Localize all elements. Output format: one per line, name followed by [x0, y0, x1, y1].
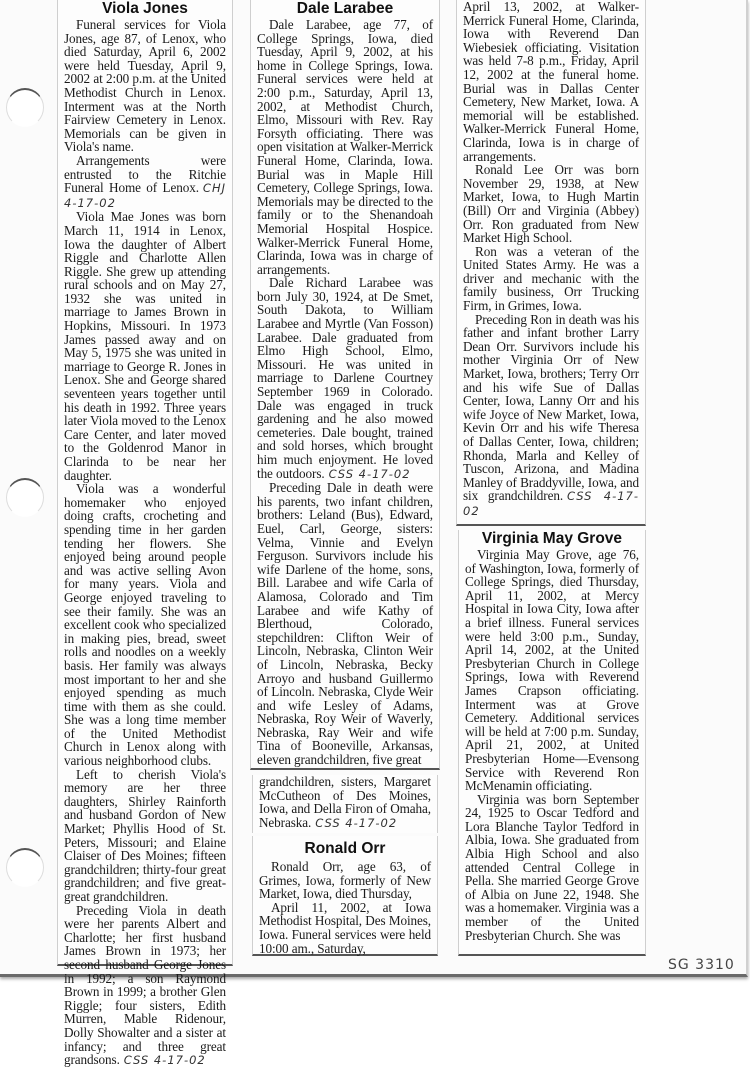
obituary-paragraph: Left to cherish Viola's memory are her three daughters, Shirley Rainforth and husband Gordon of New Market; Phyllis Hood of St. Peters, Missouri; and Elaine Claiser of Des Moines; fifteen grandchildren; thirty-four great grandchildren; and five great-great grandchildren.: [64, 766, 226, 904]
obituary-virginia-may-grove: [458, 530, 646, 956]
obituary-dale-larabee: [250, 0, 440, 770]
obituary-paragraph: Ronald Lee Orr was born November 29, 1938, at New Market, Iowa, to Hugh Martin (Bill) Orr and Virginia (Abbey) Orr. Ron graduated from New Market High School.: [463, 162, 639, 246]
obituary-paragraph: April 13, 2002, at Walker-Merrick Funeral Home, Clarinda, Iowa with Reverend Dan Wiebesiek officiating. Visitation was held 7-8 p.m., Friday, April 12, 2002 at the funeral home. Burial was in Dallas Center Cemetery, New Market, Iowa. A memorial will be established. Walker-Merrick Funeral Home, Clarinda, Iowa is in charge of arrangements.: [463, 0, 639, 164]
obituary-dale-larabee-continuation: [252, 775, 438, 833]
obituary-paragraph: Ronald Orr, age 63, of Grimes, Iowa, formerly of New Market, Iowa, died Thursday,: [259, 859, 431, 902]
obituary-paragraph: Funeral services for Viola Jones, age 87, of Lenox, who died Saturday, April 6, 2002 were held Tuesday, April 9, 2002 at 2:00 p.m. at the United Methodist Church in Lenox. Interment was at the North Fairview Cemetery in Lenox. Memorials can be given in Viola's name.: [64, 17, 226, 155]
obituary-headline: Virginia May Grove: [481, 530, 623, 547]
obituary-paragraph: Preceding Dale in death were his parents, two infant children, brothers: Leland (Bus), Edward, Euel, Carl, George, sisters: Velma, Vinnie and Evelyn Ferguson. Survivors include his wife Darlene of the home, sons, Bill. Larabee and wife Carla of Alamosa, Colorado and Tim Larabee and wife Kathy of Blerthoud, Colorado, stepchildren: Clifton Weir of Lincoln, Nebraska, Clinton Weir of Lincoln, Nebraska, Becky Arroyo and husband Guillermo of Lincoln. Nebraska, Clyde Weir and wife Lesley of Adams, Nebraska, Roy Weir of Waverly, Nebraska, Ray Weir and wife Tina of Booneville, Arkansas, eleven grandchildren, five great: [257, 480, 433, 768]
obituary-paragraph: Dale Larabee, age 77, of College Springs, Iowa, died Tuesday, April 9, 2002, at his home in College Springs, Iowa. Funeral services were held at 2:00 p.m., Saturday, April 13, 2002, at Methodist Church, Elmo, Missouri with Rev. Ray Forsyth officiating. There was open visitation at Walker-Merrick Funeral Home, Clarinda, Iowa. Burial was in Maple Hill Cemetery, College Springs, Iowa. Memorials may be directed to the family or to the Shenandoah Memorial Hospital Hospice. Walker-Merrick Funeral Home, Clarinda, Iowa was in charge of arrangements.: [257, 17, 433, 277]
obituary-paragraph: Virginia May Grove, age 76, of Washington, Iowa, formerly of College Springs, died Thursday, April 11, 2002, at Mercy Hospital in Iowa City, Iowa after a brief illness. Funeral services were held 3:00 p.m., Sunday, April 14, 2002, at the United Presbyterian Church in College Springs, Iowa with Reverend James Crapson officiating. Interment was at Grove Cemetery. Additional services will be held at 7:00 p.m. Sunday, April 21, 2002, at United Presbyterian Home—Evensong Service with Reverend Ron McMenamin officiating.: [465, 547, 639, 794]
obituary-paragraph: Dale Richard Larabee was born July 30, 1924, at De Smet, South Dakota, to William Larabee and Myrtle (Van Fosson) Larabee. Dale graduated from Elmo High School, Elmo, Missouri. He was united in marriage to Darlene Courtney September 1969 in Colorado. Dale was engaged in truck gardening and he also mowed cemeteries. Dale bought, trained and sold horses, which brought him much enjoyment. He loved the outdoors. CSS 4-17-02: [257, 275, 433, 481]
handwritten-date-note: CSS 4-17-02: [123, 1053, 206, 1068]
obituary-paragraph: grandchildren, sisters, Margaret McCutheon of Des Moines, Iowa, and Della Firon of Omaha, Nebraska. CSS 4-17-02: [259, 774, 431, 830]
binder-hole-bottom: [6, 848, 44, 887]
binder-hole-middle: [6, 478, 44, 517]
obituary-paragraph: April 11, 2002, at Iowa Methodist Hospital, Des Moines, Iowa. Funeral services were held 10:00 am., Saturday,: [259, 899, 431, 956]
binder-hole-top: [6, 88, 44, 127]
obituary-paragraph: Virginia was born September 24, 1925 to Oscar Tedford and Lora Blanche Taylor Tedford in Albia, Iowa. She graduated from Albia High School and also attended Central College in Pella. She married George Grove of Albia on June 22, 1948. She was a homemaker. Virginia was a member of the United Presbyterian Church. She was: [465, 791, 639, 943]
archive-stamp: SG 3310: [668, 957, 735, 973]
obituary-paragraph: Ron was a veteran of the United States Army. He was a driver and mechanic with the family business, Orr Trucking Firm, in Grimes, Iowa.: [463, 243, 639, 314]
obituary-ronald-orr-continuation: [456, 0, 646, 526]
obituary-viola-jones: [57, 0, 233, 1068]
handwritten-date-note: CHJ 4-17-02: [64, 181, 226, 210]
handwritten-date-note: CSS 4-17-02: [315, 815, 398, 830]
obituary-headline: Dale Larabee: [296, 0, 394, 17]
obituary-ronald-orr: [252, 836, 438, 956]
obituary-headline: Ronald Orr: [304, 840, 386, 857]
handwritten-date-note: CSS 4-17-02: [328, 466, 411, 481]
obituary-paragraph: Viola was a wonderful homemaker who enjoyed doing crafts, crocheting and spending time in her garden tending her flowers. She enjoyed being around people and was active selling Avon for many years. Viola and George enjoyed traveling to see their family. She was an excellent cook who specialized in making pies, bread, sweet rolls and noodles on a weekly basis. Her family was always most important to her and she enjoyed spending as much time with them as she could. She was a long time member of the United Methodist Church in Lenox along with various neighborhood clubs.: [64, 481, 226, 769]
obituary-paragraph: Viola Mae Jones was born March 11, 1914 in Lenox, Iowa the daughter of Albert Riggle and Charlotte Allen Riggle. She grew up attending rural schools and on May 27, 1932 she was united in marriage to James Brown in Hopkins, Missouri. In 1973 James passed away and on May 5, 1975 she was united in marriage to George R. Jones in Lenox. She and George shared seventeen years together until his death in 1992. Three years later Viola moved to the Lenox Care Center, and later moved to the Goldenrod Manor in Clarinda to be near her daughter.: [64, 209, 226, 483]
obituary-paragraph: Preceding Ron in death was his father and infant brother Larry Dean Orr. Survivors include his mother Virginia Orr of New Market, Iowa, brothers; Terry Orr and his wife Sue of Dallas Center, Iowa, Lanny Orr and his wife Joyce of New Market, Iowa, Kevin Orr and his wife Theresa of Dallas Center, Iowa, children; Rhonda, Marla and Kelley of Tuscon, Arizona, and Madina Manley of Braddyville, Iowa, and six grandchildren. CSS 4-17-02: [463, 311, 640, 518]
obituary-paragraph: Arrangements were entrusted to the Ritchie Funeral Home of Lenox. CHJ 4-17-02: [64, 152, 226, 210]
obituary-paragraph: Preceding Viola in death were her parents Albert and Charlotte; her first husband James Brown in 1973; her second husband George Jones in 1992; a son Raymond Brown in 1999; a brother Glen Riggle; four sisters, Edith Murren, Mable Ridenour, Dolly Showalter and a sister at infancy; and three great grandsons. CSS 4-17-02: [64, 902, 226, 1068]
obituary-headline: Viola Jones: [102, 0, 188, 17]
handwritten-date-note: CSS 4-17-02: [463, 489, 640, 518]
